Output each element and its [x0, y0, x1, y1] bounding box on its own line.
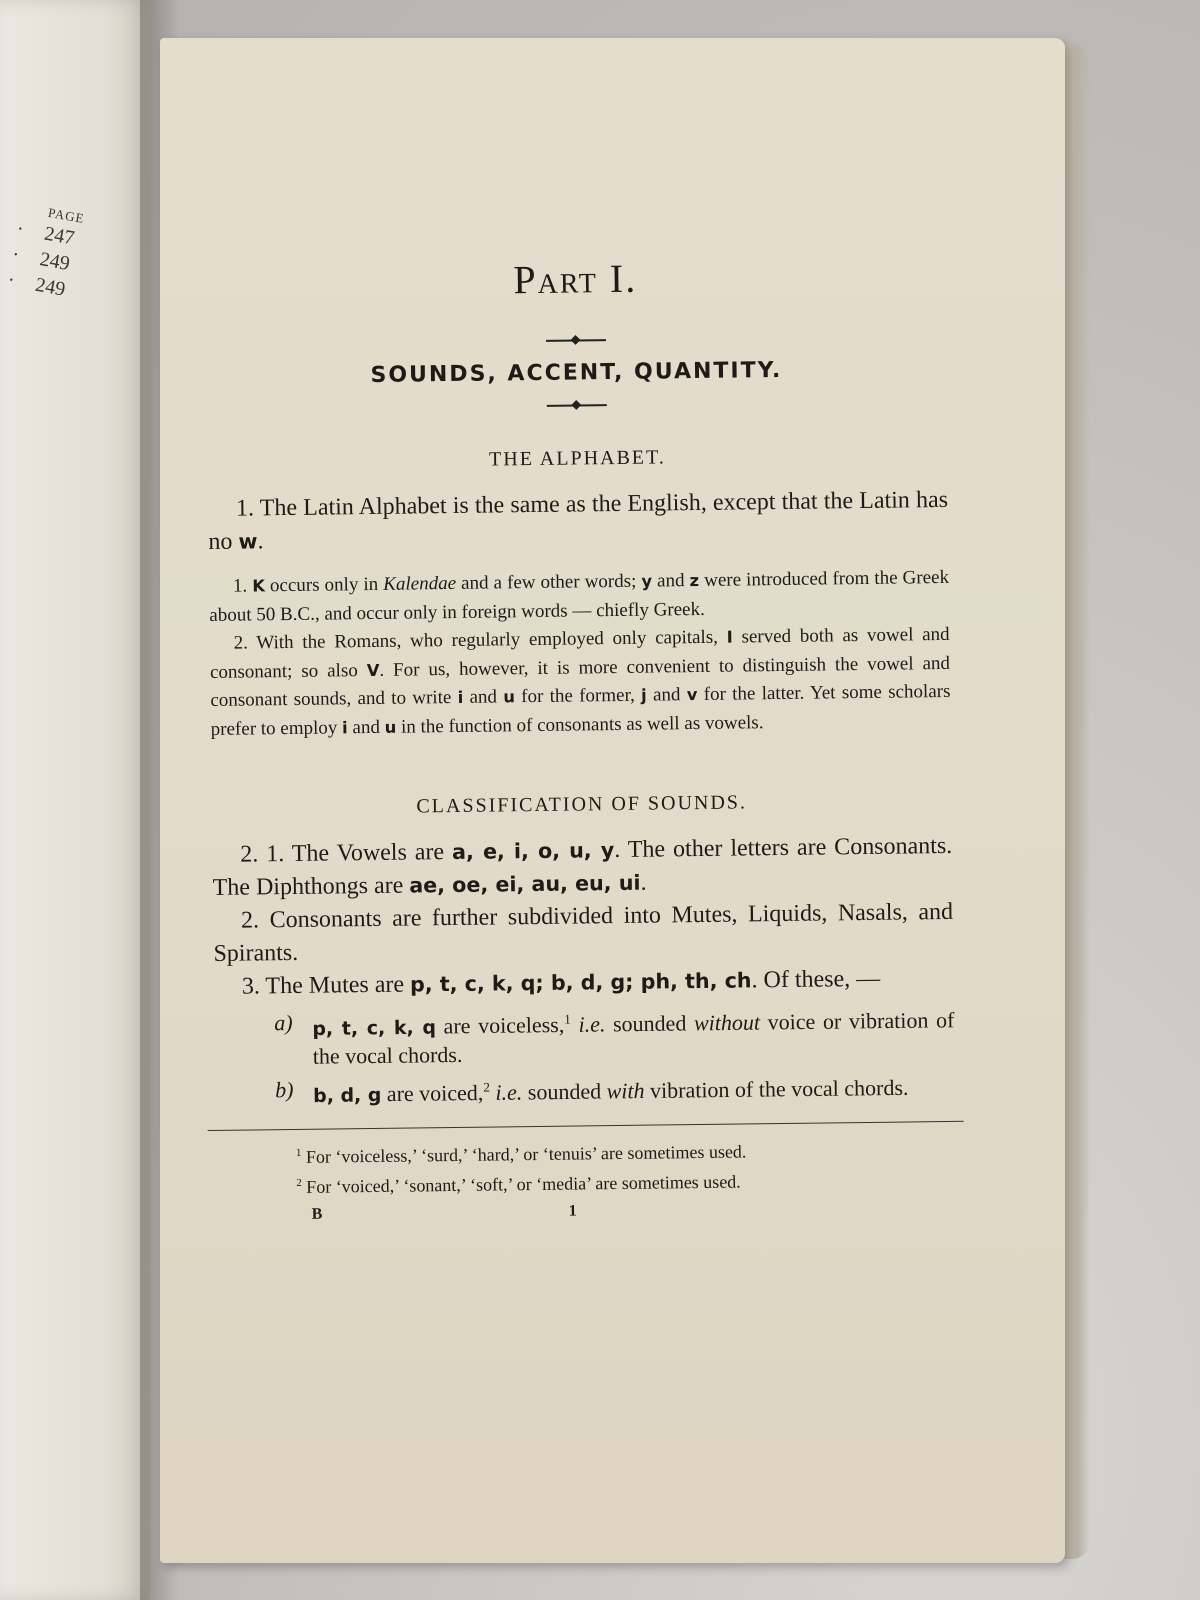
subparagraph-number: 1.: [266, 841, 285, 868]
word-kalendae: Kalendae: [383, 572, 457, 595]
emphasis: without: [693, 1009, 761, 1036]
note-2: [210, 621, 951, 744]
footnote-mark: 1: [295, 1146, 302, 1159]
left-page: [0, 0, 150, 1600]
paragraph-text: The Latin Alphabet is the same as the English, except that the Latin has no: [208, 486, 949, 555]
index-page-number: 247: [42, 222, 77, 249]
note-text: and a few other words;: [460, 570, 637, 594]
paragraph-1: [208, 484, 949, 559]
note-text: , and occur only in foreign words — chiefly Greek.: [314, 598, 705, 625]
leader-dot: ·: [10, 243, 21, 267]
abbrev-bc: B.C.: [279, 603, 316, 625]
note-text: for the former,: [521, 684, 635, 708]
item-text: are voiceless,: [443, 1011, 565, 1039]
punct: .: [640, 869, 647, 896]
item-text: sounded: [612, 1010, 687, 1037]
footnote-mark: 2: [296, 1176, 302, 1189]
footnote-ref: 1: [564, 1011, 571, 1027]
letter-w: w: [238, 529, 258, 554]
item-text: vibration of the vocal chords.: [649, 1075, 909, 1104]
note-text: and: [352, 716, 381, 738]
item-text: voice or vibration of the vocal chords.: [312, 1007, 955, 1070]
note-text: . For us, however, it is more convenient to distinguish the vowel and consonant sounds, and to write: [210, 652, 951, 711]
page-number: 1: [568, 1202, 577, 1220]
leader-dot: ·: [6, 268, 17, 292]
footnote-text: For ‘voiceless,’ ‘surd,’ ‘hard,’ or ‘tenuis’ are sometimes used.: [305, 1141, 747, 1167]
ornament-rule-top: [206, 328, 946, 353]
diphthong-list: ae, oe, ei, au, eu, ui: [409, 870, 641, 898]
note-text: and: [469, 686, 498, 708]
item-letter: a): [274, 1009, 293, 1036]
emphasis: with: [606, 1078, 645, 1104]
section-heading-classification: CLASSIFICATION OF SOUNDS.: [416, 791, 748, 818]
part-title: Part I.: [513, 255, 638, 303]
footnote-rule: [208, 1120, 964, 1130]
paragraph-number: 2.: [240, 841, 259, 868]
index-page-number: 249: [38, 247, 72, 275]
paragraph-text: The Vowels are: [291, 839, 445, 867]
letter-group: b, d, g: [313, 1084, 382, 1108]
footnote-text: For ‘voiced,’ ‘sonant,’ ‘soft,’ or ‘media’ are sometimes used.: [306, 1171, 741, 1197]
note-text: in the function of consonants as well as vowels.: [400, 711, 764, 738]
letter-V: V: [366, 660, 380, 680]
mute-list: p, t, c, k, q; b, d, g; ph, th, ch: [409, 968, 752, 997]
item-body: [313, 1068, 955, 1110]
note-number: 1.: [232, 575, 248, 597]
page-text: [205, 251, 957, 1237]
paragraph-text: The Mutes are: [265, 971, 405, 1000]
paragraph-text: . The other letters are Consonants. The Diphthongs are: [212, 832, 953, 901]
mute-subitems: [274, 1001, 955, 1111]
paragraph-text: . Of these, —: [751, 965, 881, 994]
subparagraph-number: 2.: [240, 907, 260, 934]
vowel-list: a, e, i, o, u, y: [451, 838, 615, 865]
note-text: With the Romans, who regularly employed only capitals,: [256, 626, 719, 654]
note-text: occurs only in: [269, 573, 379, 597]
section-heading-alphabet: THE ALPHABET.: [488, 446, 666, 471]
letter-k: K: [252, 576, 266, 596]
note-text: were introduced from the Greek about 50: [209, 566, 950, 626]
paragraph-2-2: [213, 896, 954, 971]
letter-z: z: [689, 570, 700, 591]
ornament-rule-bottom: [207, 393, 947, 418]
list-item: [275, 1068, 955, 1111]
page-column-label: PAGE: [46, 204, 86, 227]
item-body: [312, 1001, 955, 1070]
list-item: [274, 1001, 955, 1071]
item-text: sounded: [527, 1078, 602, 1105]
note-1: [209, 564, 950, 630]
punct: .: [257, 528, 264, 555]
abbrev-ie: i.e.: [578, 1011, 606, 1037]
footnote-ref: 2: [483, 1079, 490, 1095]
note-text: for the latter. Yet some scholars prefer to employ: [210, 680, 951, 740]
letter-I: I: [726, 627, 733, 647]
note-text: served both as vowel and consonant; so also: [209, 623, 950, 683]
letter-u: u: [384, 717, 397, 737]
letter-v: v: [686, 685, 698, 705]
signature-mark: B: [311, 1205, 323, 1223]
letter-i: i: [457, 687, 464, 707]
paragraph-2-1: [212, 830, 953, 905]
left-page-index: [6, 200, 111, 308]
note-number: 2.: [233, 632, 249, 654]
letter-j: j: [640, 685, 647, 705]
letter-u: u: [503, 687, 516, 707]
paragraph-number: 1.: [235, 495, 255, 522]
abbrev-ie: i.e.: [495, 1079, 523, 1106]
note-text: and: [656, 570, 685, 592]
item-letter: b): [274, 1077, 294, 1103]
paragraph-text: Consonants are further subdivided into Mutes, Liquids, Nasals, and Spirants.: [213, 898, 954, 967]
leader-dot: ·: [15, 217, 26, 241]
item-text: are voiced,: [386, 1080, 484, 1107]
letter-i: i: [341, 717, 348, 737]
note-text: and: [652, 684, 681, 706]
index-page-number: 249: [33, 273, 68, 301]
subparagraph-number: 3.: [241, 973, 261, 1000]
part-subtitle: SOUNDS, ACCENT, QUANTITY.: [370, 357, 783, 388]
letter-group: p, t, c, k, q: [312, 1016, 437, 1041]
letter-y: y: [641, 571, 653, 591]
